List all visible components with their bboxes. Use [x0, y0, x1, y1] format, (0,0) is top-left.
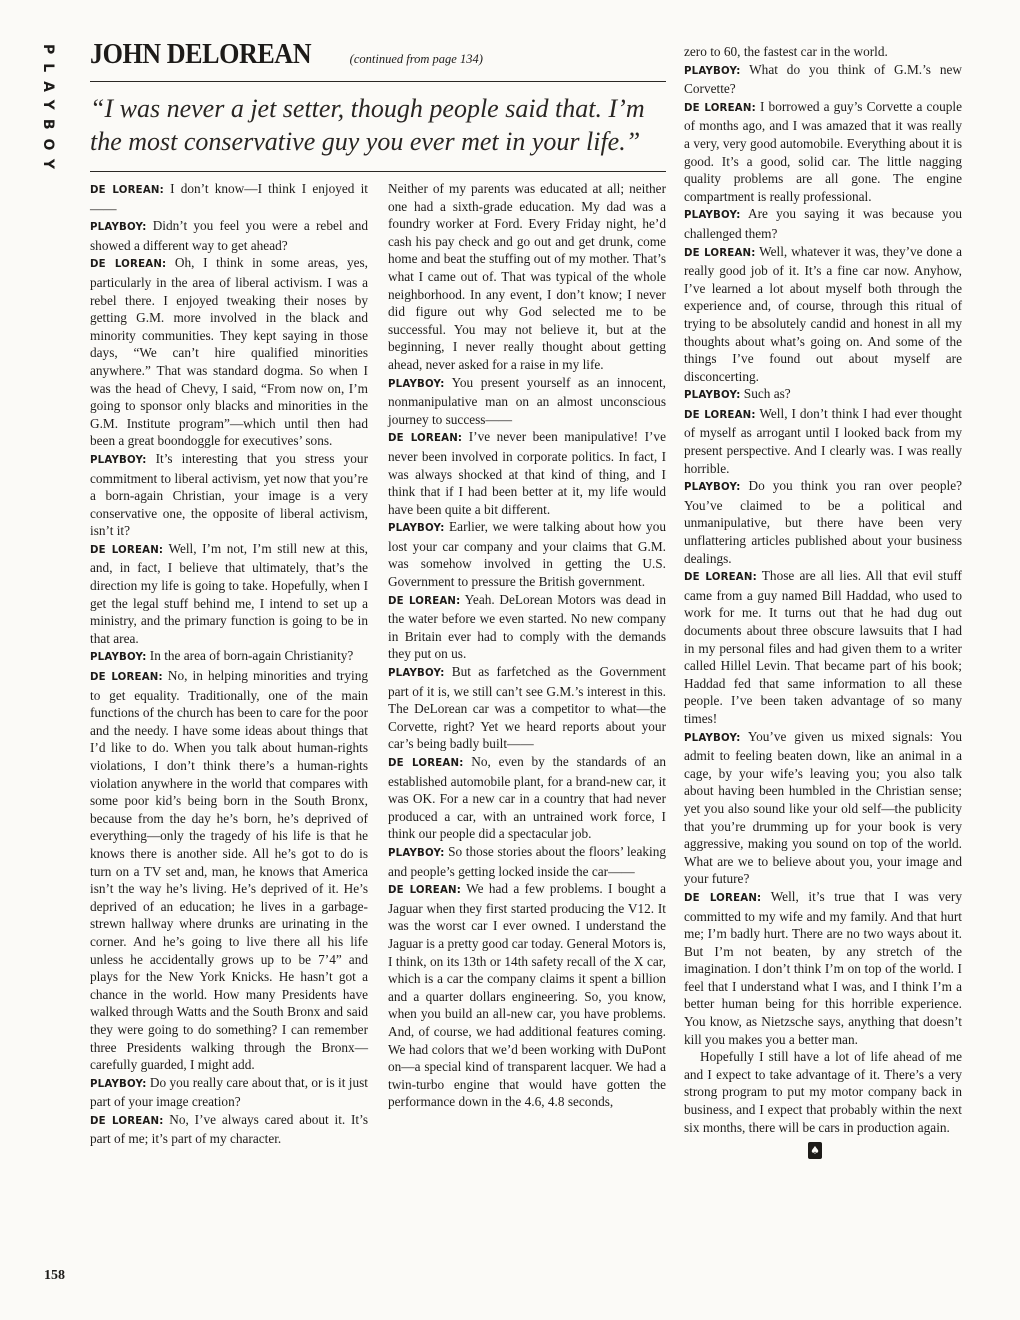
paragraph-text: You’ve given us mixed signals: You admit to feeling beaten down, like an animal in a cage, by your wife’s leaving you; you also talk about having been humbled in the Christian sense; yet you also sound like your old self—the publicity that you’re drumming up for your book is very aggressive, making you sound on top of the world. What are we to believe about you, your image and your future?: [684, 728, 962, 887]
article-title: JOHN DELOREAN: [90, 38, 312, 70]
paragraph-text: You present yourself as an innocent, nonmanipulative man on an almost unconscious journey to success——: [388, 374, 666, 427]
paragraph-text: zero to 60, the fastest car in the world.: [684, 44, 888, 59]
paragraph-text: No, even by the standards of an established automobile plant, for a brand-new car, it was OK. For a new car in a country that had never produced a car, with an untrained work force, I think our people did a spectacular job.: [388, 754, 666, 842]
article-paragraph: [684, 98, 962, 206]
speaker-label: PLAYBOY:: [388, 668, 445, 680]
article-paragraph: [684, 405, 962, 477]
paragraph-text: But as farfetched as the Government part of it is, we still can’t see G.M.’s interest in this. The DeLorean car was a competitor to what—the Corvette, right? Yet we heard reports about your car’s being badly built——: [388, 664, 666, 752]
article-paragraph: [388, 843, 666, 880]
speaker-label: PLAYBOY:: [684, 482, 741, 494]
article-paragraph: [684, 385, 962, 405]
paragraph-text: Neither of my parents was educated at all; neither one had a sixth-grade education. My dad was a foundry worker at Ford. Every Friday night, he’d cash his pay check and go out and get drunk, come home and beat the stuffing out of my mother. That’s what I came out of. That was typical of the whole neighborhood. In any event, I don’t know; I never did figure out why God selected me to be successful. You may not believe it, but at the beginning, I never really thought about getting ahead, never asked for a raise in my life.: [388, 181, 666, 372]
paragraph-text: Do you really care about that, or is it just part of your image creation?: [90, 1074, 368, 1110]
article-paragraph: [388, 591, 666, 663]
article-paragraph: [684, 1048, 962, 1136]
article-paragraph: [388, 753, 666, 843]
vertical-magazine-title: [34, 44, 56, 194]
paragraph-text: Earlier, we were talking about how you lost your car company and your claims that G.M. was somehow involved in getting the U.S. Government to pressure the British government.: [388, 519, 666, 590]
speaker-label: DE LOREAN:: [90, 1115, 164, 1127]
article-paragraph: [90, 254, 368, 450]
article-paragraph: [684, 728, 962, 888]
paragraph-text: No, I’ve always cared about it. It’s part of me; it’s part of my character.: [90, 1111, 368, 1147]
article-paragraph: [388, 880, 666, 1111]
paragraph-text: We had a few problems. I bought a Jaguar when they first started producing the V12. It was the worst car I ever owned. I understand the Jaguar is a pretty good car today. General Motors is, I think, on its 13th or 14th safety recall of the X car, which is a car the company claims it spent a billion and a quarter dollars engineering. So, you know, when you build an all-new car, you have problems. And, of course, we had additional features coming. We had colors that we’d been working with DuPont on—a special kind of transparent lacquer. We had a twin-turbo engine that would have gotten the performance down in the 4.6, 4.8 seconds,: [388, 881, 666, 1110]
article-paragraph: [388, 374, 666, 429]
article-paragraph: [388, 180, 666, 374]
paragraph-text: So those stories about the floors’ leaking and people’s getting locked inside the car——: [388, 843, 666, 879]
article-header: [90, 38, 666, 172]
article-paragraph: [90, 217, 368, 254]
article-paragraph: [684, 43, 962, 61]
speaker-label: PLAYBOY:: [388, 378, 445, 390]
paragraph-text: What do you think of G.M.’s new Corvette?: [684, 61, 962, 97]
paragraph-text: Oh, I think in some areas, yes, particularly in the area of liberal activism. I was a rebel there. I enjoyed tweaking their noses by getting G.M. more involved in the black and minority communities. They kept saying in those days, “We can’t hire qualified minorities anywhere.” That was standard dogma. So when I was the head of Chevy, I said, “From now on, I’m going to sponsor only blacks and minorities in the G.M. Institute program”—which until then had been a great boondoggle for executives’ sons.: [90, 255, 368, 449]
speaker-label: PLAYBOY:: [684, 732, 741, 744]
magazine-name: PLAYBOY: [40, 44, 56, 179]
article-paragraph: [388, 518, 666, 590]
article-paragraph: [90, 540, 368, 648]
pull-quote: “I was never a jet setter, though people said that. I’m the most conservative guy you ever met in your life.”: [90, 94, 645, 156]
speaker-label: DE LOREAN:: [90, 672, 163, 684]
article-paragraph: [684, 888, 962, 1048]
paragraph-text: Didn’t you feel you were a rebel and showed a different way to get ahead?: [90, 218, 368, 253]
article-paragraph: [388, 428, 666, 518]
speaker-label: DE LOREAN:: [388, 758, 464, 769]
speaker-label: DE LOREAN:: [388, 433, 463, 445]
speaker-label: DE LOREAN:: [684, 102, 756, 114]
header-rule: [90, 81, 666, 82]
speaker-label: DE LOREAN:: [388, 595, 461, 607]
article-paragraph: [684, 61, 962, 98]
speaker-label: PLAYBOY:: [90, 454, 147, 466]
speaker-label: DE LOREAN:: [388, 885, 462, 897]
paragraph-text: Those are all lies. All that evil stuff came from a guy named Bill Haddad, who used to work for me. It turns out that he had dug out documents about three obscure lawsuits that I had in my personal files and had given them to a writer called Hillel Levin. That became part of his book; Haddad fed that same information to all these people. I’ve been taken advantage of so many times!: [684, 568, 962, 726]
speaker-label: PLAYBOY:: [684, 210, 741, 222]
speaker-label: PLAYBOY:: [90, 652, 147, 664]
paragraph-text: Hopefully I still have a lot of life ahead of me and I expect to take advantage of it. There’s a very strong program to put my motor company back in business, and I expect that probably within the next six months, there will be cars in production again.: [684, 1049, 962, 1135]
speaker-label: DE LOREAN:: [684, 409, 756, 421]
paragraph-text: In the area of born-again Christianity?: [146, 648, 354, 664]
pull-quote-rule: [90, 171, 666, 172]
article-paragraph: [90, 450, 368, 540]
text-column-2: [388, 180, 666, 1111]
paragraph-text: Such as?: [740, 386, 791, 402]
end-mark: [684, 1140, 962, 1158]
speaker-label: DE LOREAN:: [684, 247, 756, 259]
paragraph-text: Well, I don’t think I had ever thought of myself as arrogant until I looked back from my present perspective. And I clearly was. I was really horrible.: [684, 405, 962, 476]
paragraph-text: Do you think you ran over people? You’ve claimed to be a political and unmanipulative, but there have been very unflattering articles published about your business dealings.: [684, 478, 962, 566]
continued-note: (continued from page 134): [349, 52, 483, 66]
article-paragraph: [90, 1074, 368, 1111]
article-paragraph: [90, 667, 368, 1074]
speaker-label: DE LOREAN:: [90, 544, 164, 556]
article-paragraph: [684, 567, 962, 727]
article-paragraph: [684, 243, 962, 386]
playboy-rabbit-icon: ♠: [808, 1142, 822, 1159]
speaker-label: PLAYBOY:: [90, 222, 147, 234]
speaker-label: PLAYBOY:: [90, 1078, 147, 1090]
speaker-label: PLAYBOY:: [388, 523, 445, 535]
paragraph-text: Are you saying it was because you challenged them?: [684, 206, 962, 241]
article-paragraph: [388, 663, 666, 753]
article-paragraph: [684, 205, 962, 242]
paragraph-text: Well, it’s true that I was very committed to my wife and my family. And that hurt me; I’m badly hurt. There are no two ways about it. But I’m not beaten, by any stretch of the imagination. I don’t think I’m on top of the world. I feel that I understand what I was, and I think I’m a better human being for this horrible experience. You know, as Nietzsche says, anything that doesn’t kill you makes you a better man.: [684, 888, 963, 1047]
speaker-label: DE LOREAN:: [90, 185, 164, 196]
speaker-label: PLAYBOY:: [684, 65, 741, 77]
speaker-label: PLAYBOY:: [388, 847, 445, 859]
article-paragraph: [90, 180, 368, 217]
speaker-label: DE LOREAN:: [90, 259, 167, 271]
paragraph-text: I borrowed a guy’s Corvette a couple of months ago, and I was amazed that it was really a very, very good automobile. Everything about it is good. It’s a good, solid car. The little nagging quality problems are all gone. The engine compartment is really professional.: [684, 98, 963, 204]
speaker-label: DE LOREAN:: [684, 892, 762, 904]
paragraph-text: Yeah. DeLorean Motors was dead in the water before we even started. No new company in Britain ever had to comply with the demands they put on us.: [388, 591, 666, 662]
text-column-1: [90, 180, 368, 1148]
article-paragraph: [90, 647, 368, 667]
page-number: 158: [44, 1268, 65, 1283]
headline-row: [90, 38, 666, 71]
paragraph-text: It’s interesting that you stress your commitment to liberal activism, yet now that you’re a born-again Christian, your image is a very conservative one, the opposite of liberal activism, isn’t it?: [90, 450, 368, 539]
speaker-label: PLAYBOY:: [684, 390, 741, 402]
paragraph-text: Well, whatever it was, they’ve done a really good job of it. It’s a fine car now. Anyhow, I’ve learned a lot about myself both through the experience and, of course, through this ritual of trying to be absolutely candid and honest in all my thoughts about what’s going on. And some of the things I’ve found out about myself are disconcerting.: [684, 243, 962, 384]
paragraph-text: I don’t know—I think I enjoyed it——: [90, 181, 368, 216]
paragraph-text: No, in helping minorities and trying to get equality. Traditionally, one of the main functions of the church has been to care for the poor and the needy. I have some ideas about things that I’d like to do. When you talk about human-rights violations, I don’t think there’s a human-rights violation anywhere in the world that compares with some poor kid’s being born in the South Bronx, because from the day he’s born, he’s deprived of everything—only the tragedy of his life is that he knows there is another side. All he’s got to do is turn on a TV set and, man, he knows that America isn’t the way he’s living. He’s deprived of it. He’s deprived of an education; he lives in a garbage-strewn hallway where drunks are urinating in the corner. And he’s going to live there all his life unless he accidentally grows up to be 7’4” and plays for the New York Knicks. He hasn’t got a chance in the world. How many Presidents have walked through Watts and the South Bronx and said they were going to do something? I can remember three Presidents walking through the Bronx—carefully guarded, I might add.: [90, 668, 368, 1073]
paragraph-text: I’ve never been manipulative! I’ve never been involved in corporate politics. In fact, I was always shocked at that kind of thing, and I think that if I had been better at it, my life would have been quite a bit different.: [388, 429, 666, 517]
paragraph-text: Well, I’m not, I’m still new at this, and, in fact, I believe that ultimately, that’s the direction my life is going to take. Hopefully, when I get the legal stuff behind me, I intend to set up a ministry, and the primary function is going to be in that area.: [90, 540, 368, 646]
text-column-3: [684, 43, 962, 1159]
article-paragraph: [90, 1111, 368, 1148]
speaker-label: DE LOREAN:: [684, 572, 757, 584]
article-paragraph: [684, 477, 962, 567]
